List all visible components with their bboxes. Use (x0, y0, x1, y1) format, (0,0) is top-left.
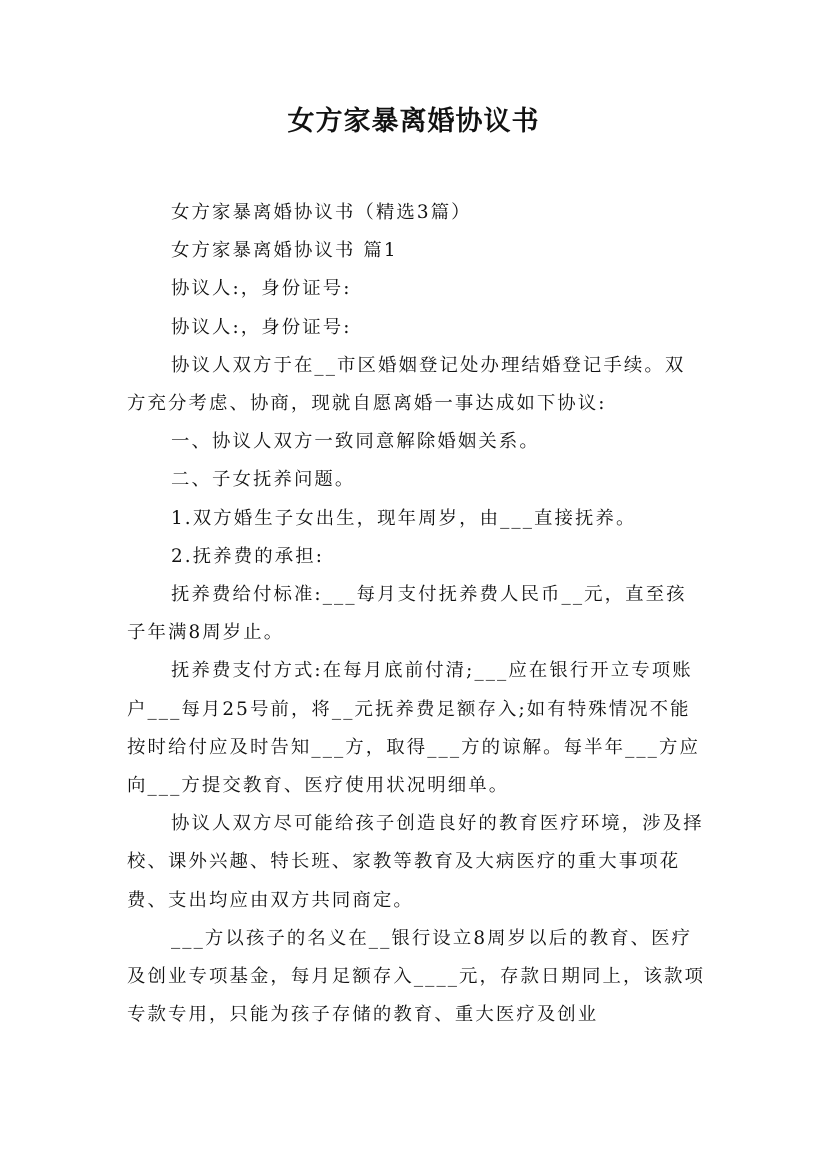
paragraph-support-standard: 抚养费给付标准:___每月支付抚养费人民币__元，直至孩子年满8周岁止。 (127, 584, 687, 644)
paragraph-clause-1: 一、协议人双方一致同意解除婚姻关系。 (171, 431, 540, 453)
paragraph-education-medical: 协议人双方尽可能给孩子创造良好的教育医疗环境，涉及择校、课外兴趣、特长班、家教等教育及大病医疗的重大事项花费、支出均应由双方共同商定。 (127, 813, 704, 911)
document-body (127, 194, 705, 1034)
paragraph-clause-2-2: 2.抚养费的承担: (171, 545, 324, 567)
paragraph-clause-2: 二、子女抚养问题。 (171, 469, 356, 491)
paragraph-special-fund: ___方以孩子的名义在__银行设立8周岁以后的教育、医疗及创业专项基金，每月足额存入____元，存款日期同上，该款项专款专用，只能为孩子存储的教育、重大医疗及创业 (127, 927, 705, 1026)
paragraph-clause-2-1: 1.双方婚生子女出生，现年周岁，由___直接抚养。 (171, 507, 637, 529)
paragraph-support-payment: 抚养费支付方式:在每月底前付清;___应在银行开立专项账户___每月25号前，将__元抚养费足额存入;如有特殊情况不能按时给付应及时告知___方，取得___方的谅解。每半年___方应向___方提交教育、医疗使用状况明细单。 (127, 660, 700, 797)
paragraph-section-heading: 女方家暴离婚协议书 篇1 (171, 240, 398, 262)
document-title: 女方家暴离婚协议书 (287, 106, 540, 137)
paragraph-party-1: 协议人:，身份证号: (171, 278, 352, 300)
paragraph-preamble: 协议人双方于在__市区婚姻登记处办理结婚登记手续。双方充分考虑、协商，现就自愿离婚一事达成如下协议: (127, 354, 686, 415)
paragraph-subtitle: 女方家暴离婚协议书（精选3篇） (171, 202, 472, 223)
paragraph-party-2: 协议人:，身份证号: (171, 316, 352, 338)
